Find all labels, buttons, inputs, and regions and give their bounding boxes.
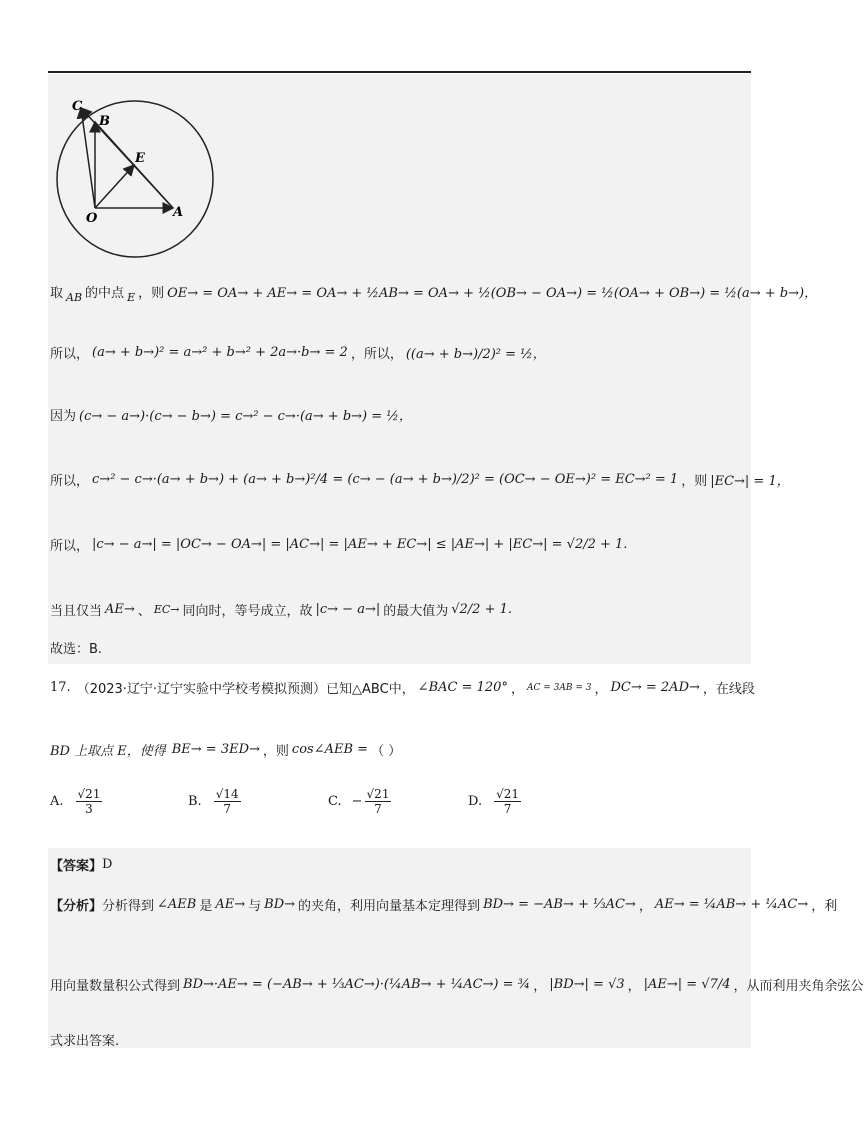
label-c: C [72,99,83,114]
vector-oc [81,108,95,208]
option-b[interactable]: B. $\frac{√14}{7}$ [188,787,239,816]
solution-line-1: 取 AB 的中点 E ，则 OE→ = OA→ + AE→ = OA→ + ½AB→ = OA→ + ½(OB→ − OA→) = ½(OA→ + OB→) = ½(a→ + b→)， [50,286,818,304]
solution-choice: 故选：B. [50,642,103,657]
option-a[interactable]: A. $\frac{√21}{3}$ [50,787,101,816]
solution-line-6: 当且仅当 AE→ 、 EC→ 同向时，等号成立，故 |c→ − a→| 的最大值为 √2/2 + 1. [50,602,513,619]
analysis-line-1: 【分析】 分析得到 ∠AEB 是 AE→ 与 BD→ 的夹角，利用向量基本定理得到 BD→ = −AB→ + ⅓AC→ ， AE→ = ¼AB→ + ¼AC→ ，利 [50,897,838,914]
solution-line-3: 因为 (c→ − a→)·(c→ − b→) = c→² − c→·(a→ + b→) = ½， [50,409,412,424]
analysis-line-3: 式求出答案. [50,1034,120,1049]
circle-figure [55,92,225,262]
solution-line-4: 所以， c→² − c→·(a→ + b→) + (a→ + b→)²/4 = (c→ − (a→ + b→)/2)² = (OC→ − OE→)² = EC→² = 1 ，则 |EC→| = 1， [50,472,790,489]
vector-oe [95,165,134,208]
header-rule [48,71,751,73]
question-line-2: BD 上取点 E，使得 BE→ = 3ED→ ，则 cos∠AEB = （ ） [50,742,402,759]
option-d[interactable]: D. $\frac{√21}{7}$ [468,787,520,816]
label-o: O [86,211,98,226]
label-b: B [99,114,110,129]
option-a-fraction: $\frac{√21}{3}$ [77,787,101,816]
analysis-shade [48,848,751,1048]
option-c[interactable]: C. − $\frac{√21}{7}$ [328,787,390,816]
option-b-fraction: $\frac{√14}{7}$ [215,787,239,816]
question-line-1: 17. （2023·辽宁·辽宁实验中学校考模拟预测）已知△ABC中， ∠BAC = 120° ， AC = 3AB = 3 ， DC→ = 2AD→ ，在线段 [50,680,755,697]
label-e: E [135,151,145,166]
analysis-line-2: 用向量数量积公式得到 BD→·AE→ = (−AB→ + ⅓AC→)·(¼AB→ + ¼AC→) = ¾ ， |BD→| = √3 ， |AE→| = √7/4 ，从而利用夹角余弦公 [50,977,864,994]
option-c-fraction: $\frac{√21}{7}$ [366,787,390,816]
solution-line-5: 所以， |c→ − a→| = |OC→ − OA→| = |AC→| = |AE→ + EC→| ≤ |AE→| + |EC→| = √2/2 + 1. [50,537,628,554]
option-d-fraction: $\frac{√21}{7}$ [496,787,520,816]
answer-line: 【答案】 D [50,857,113,874]
label-a: A [173,205,184,220]
circle [57,101,213,257]
solution-line-2: 所以， (a→ + b→)² = a→² + b→² + 2a→·b→ = 2 ，所以， ((a→ + b→)/2)² = ½， [50,345,546,362]
